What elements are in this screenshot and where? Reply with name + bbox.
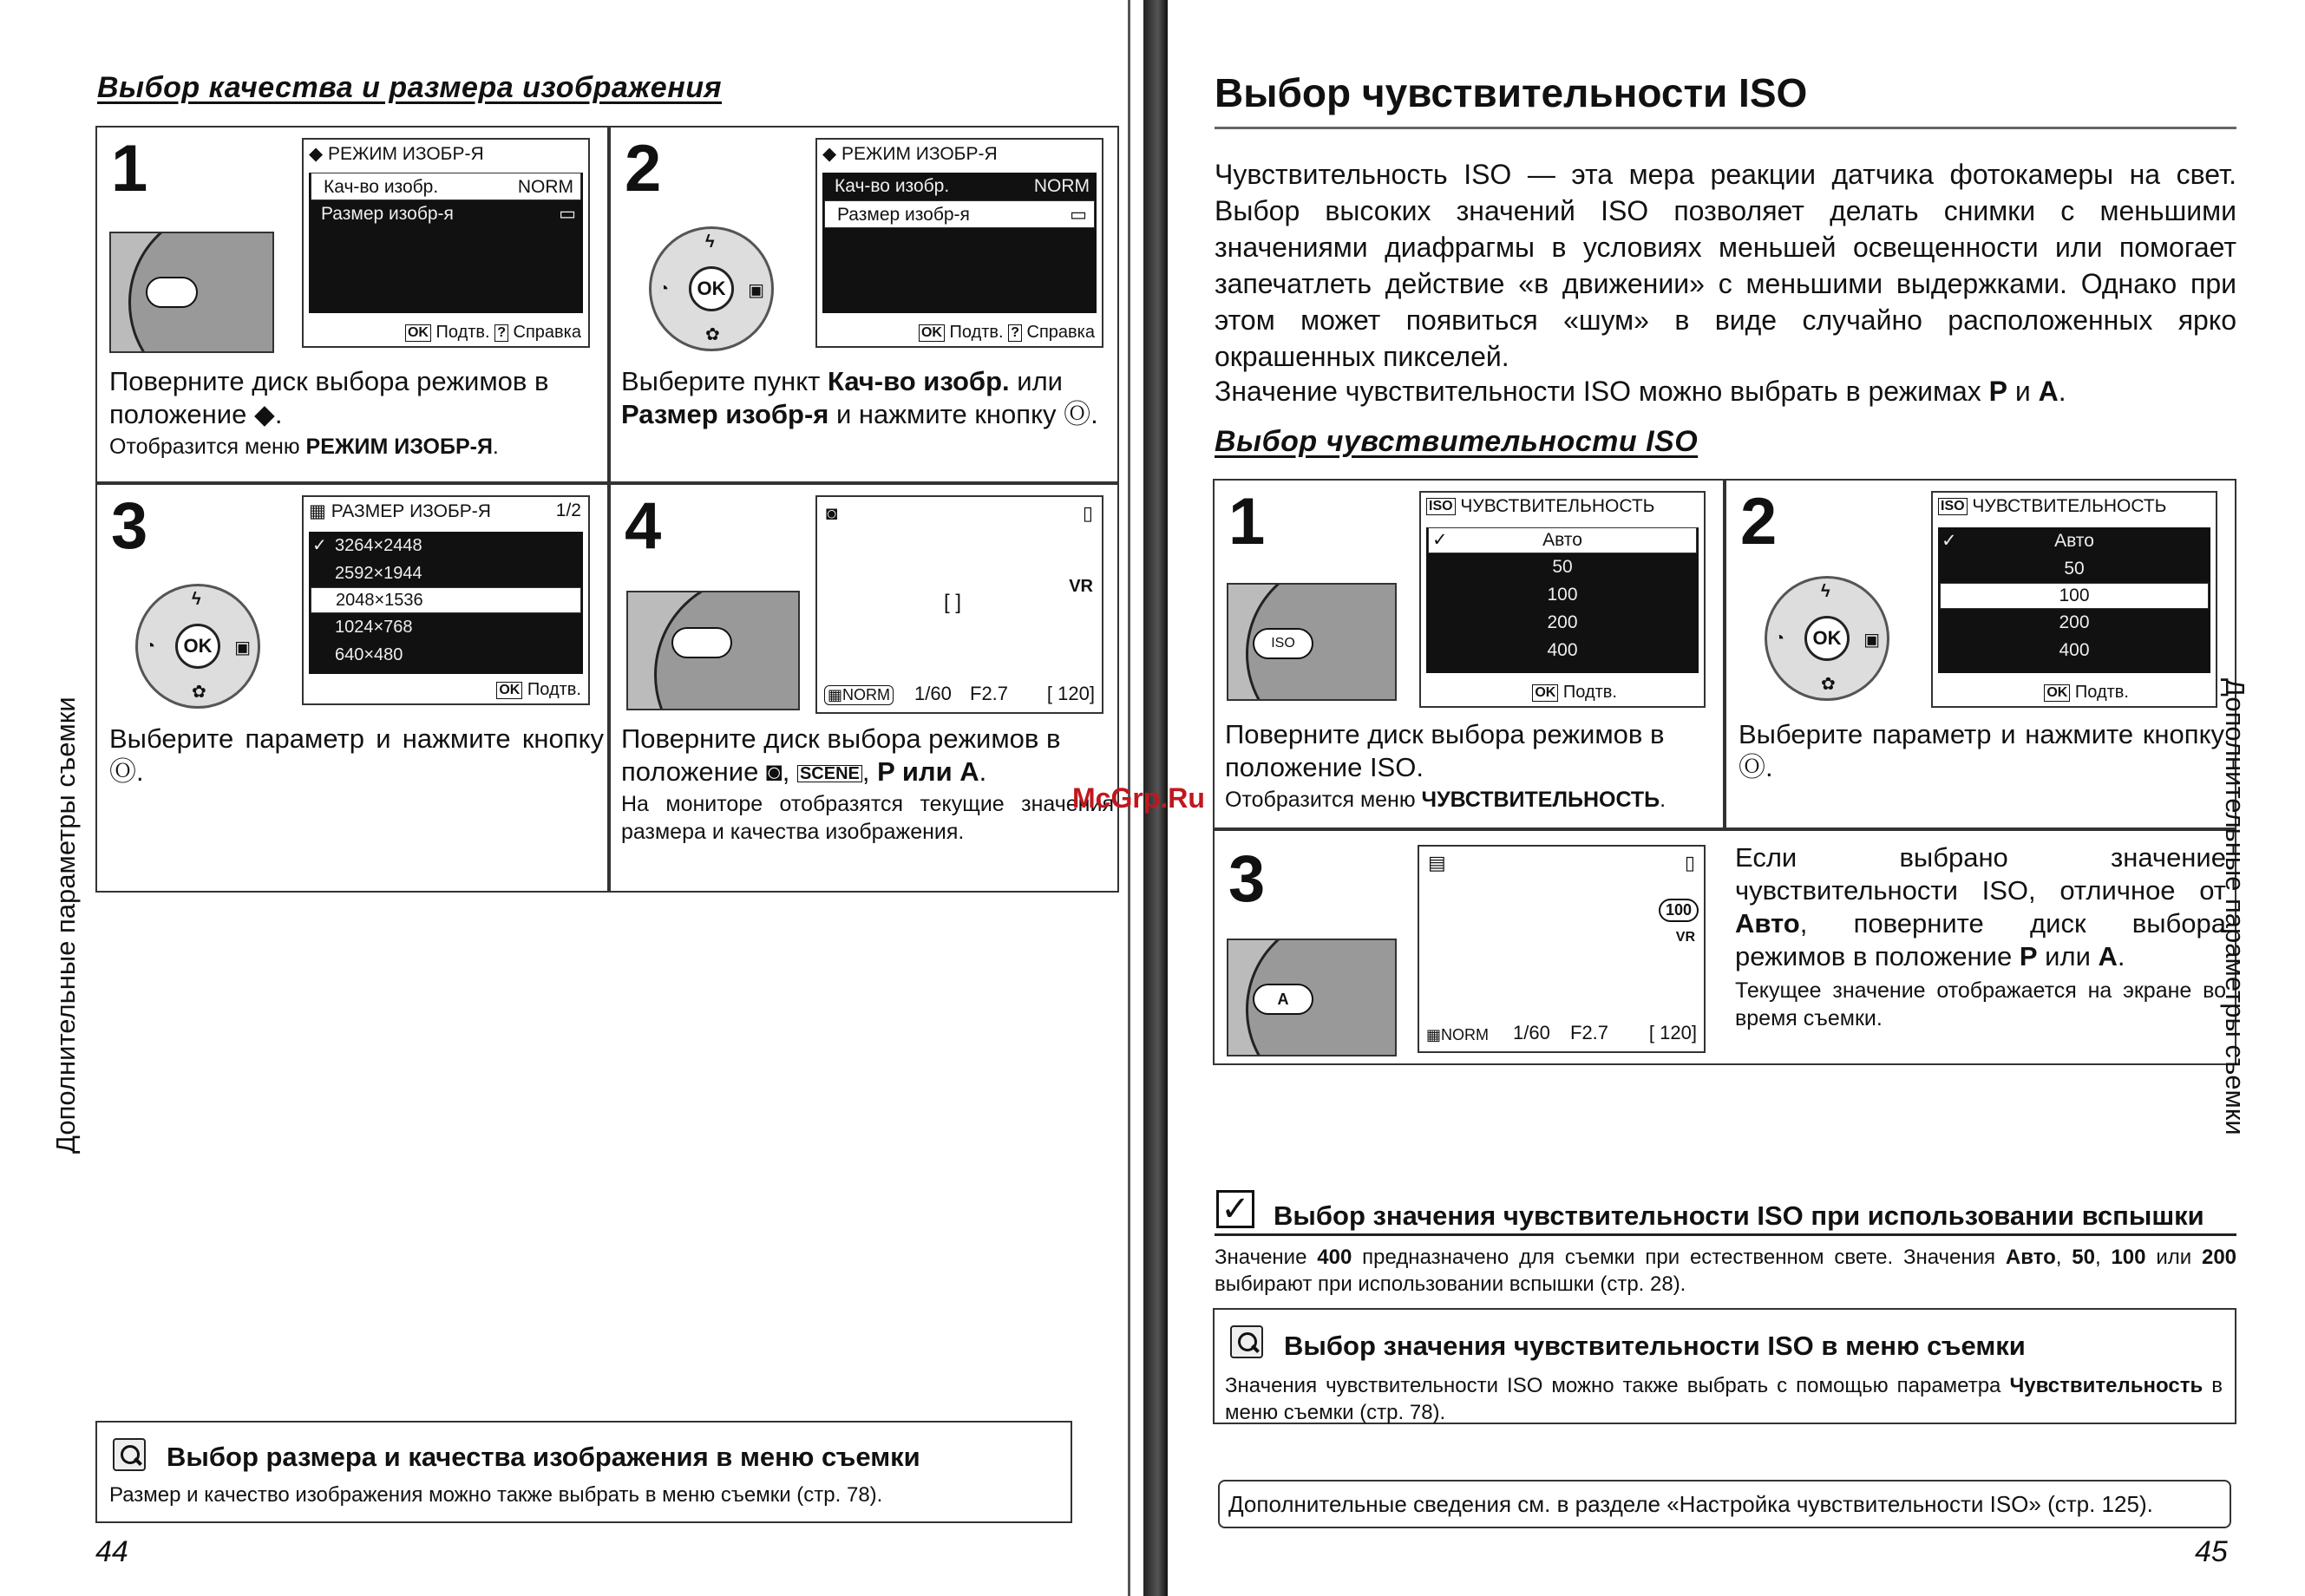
step-subtext: Отобразится меню ЧУВСТВИТЕЛЬНОСТЬ.: [1225, 788, 1667, 812]
iso-option: 400: [1547, 640, 1578, 660]
mode-dial-image: A: [1227, 939, 1397, 1056]
checkmark-icon: ✓: [1216, 1190, 1254, 1228]
menu-item-quality: Кач-во изобр. NORM: [311, 173, 581, 200]
ok-button-icon: OK: [689, 266, 734, 311]
help-icon: ?: [1008, 324, 1022, 342]
lcd-iso-menu: ISO ЧУВСТВИТЕЛЬНОСТЬ ✓ Авто 50 100 200 400 OK Подтв.: [1419, 491, 1706, 708]
reference-box: Дополнительные сведения см. в разделе «Настройка чувствительности ISO» (стр. 125).: [1218, 1480, 2231, 1528]
check-icon: ✓: [1942, 531, 1957, 551]
lcd-shooting-display: [1418, 845, 1706, 1053]
self-timer-icon: ◔: [1774, 629, 1785, 648]
focus-brackets: [ ]: [944, 591, 962, 614]
iso-icon: ISO: [1938, 498, 1968, 515]
exposure-icon: ▣: [234, 638, 251, 657]
iso-option-selected: 100: [1940, 583, 2209, 609]
aperture: F2.7: [970, 683, 1009, 704]
lcd-title: РЕЖИМ ИЗОБР-Я: [327, 144, 484, 164]
left-note-box: [95, 1421, 1072, 1523]
image-mode-icon: ▦NORM: [824, 685, 894, 705]
iso-indicator: 100: [1659, 899, 1699, 922]
heading-rule: [1215, 127, 2236, 129]
lcd-shooting-display: [815, 495, 1103, 714]
size-option-selected: 2048×1536: [311, 587, 581, 613]
ok-icon: Ⓞ: [1739, 752, 1765, 782]
size-menu-icon: ▦: [309, 501, 331, 521]
left-step-4: [609, 483, 1119, 893]
lcd-image-size-menu: ▦ РАЗМЕР ИЗОБР-Я 1/2 ✓ 3264×2448 2592×1944 2048×1536 1024×768 640×480 OK Подтв.: [302, 495, 590, 705]
mode-a-icon: ▤: [1428, 852, 1446, 873]
flash-icon: ϟ: [192, 590, 201, 609]
camera-icon: ◙: [826, 502, 838, 524]
ok-icon: OK: [919, 324, 945, 342]
left-step-3: [95, 483, 609, 893]
macro-icon: ✿: [192, 683, 206, 702]
image-mode-icon: ▦NORM: [1426, 1026, 1489, 1043]
size-option: ✓ 3264×2448: [309, 532, 583, 559]
ok-icon: OK: [405, 324, 431, 342]
size-option: 1024×768: [335, 618, 413, 637]
lcd-image-mode-menu: ◆ РЕЖИМ ИЗОБР-Я Кач-во изобр. NORM Размер изобр-я ▭ OK Подтв. ? Справка: [815, 138, 1103, 348]
exposure-icon: ▣: [748, 281, 764, 300]
shutter-speed: 1/60: [1513, 1022, 1550, 1043]
right-heading: Выбор чувствительности ISO: [1215, 70, 1808, 115]
iso-option: 200: [1547, 612, 1578, 632]
scene-mode-icon: SCENE: [797, 765, 862, 782]
step-text: Выберите параметр и нажмите кнопку Ⓞ.: [109, 723, 604, 787]
camera-mode-icon: ◙: [765, 756, 783, 787]
step-text: Поверните диск выбора режимов в положение ◙, SCENE, P или A.: [621, 723, 1061, 787]
step-subtext: Отобразится меню РЕЖИМ ИЗОБР-Я.: [109, 435, 499, 459]
menu-item-size: Размер изобр-я ▭: [321, 204, 576, 224]
step-number: 4: [625, 489, 662, 563]
memory-icon: ▯: [1684, 852, 1695, 873]
check-icon: ✓: [312, 536, 327, 555]
iso-option: 50: [2064, 559, 2085, 579]
menu-item-size: Размер изобр-я ▭: [824, 200, 1095, 228]
step-number: 3: [111, 489, 148, 563]
step-number: 2: [625, 132, 662, 206]
flash-icon: ϟ: [1821, 582, 1830, 601]
right-subheading: Выбор чувствительности ISO: [1215, 425, 1699, 458]
size-option: 2592×1944: [335, 564, 422, 583]
aperture: F2.7: [1570, 1022, 1609, 1043]
right-page-number: 45: [2195, 1535, 2228, 1568]
note-rule: [1215, 1233, 2236, 1236]
self-timer-icon: ◔: [145, 637, 156, 656]
right-note-box: [1213, 1308, 2236, 1424]
step-number: 3: [1228, 842, 1266, 916]
menu-item-quality: Кач-во изобр. NORM: [835, 176, 1090, 196]
iso-option: ✓ Авто: [1938, 527, 2210, 555]
frames-remaining: [ 120]: [1648, 1022, 1697, 1043]
macro-icon: ✿: [705, 325, 720, 344]
note-text: Значения чувствительности ISO можно также выбрать с помощью параметра Чувствительность в меню съемки (стр. 78).: [1225, 1374, 2223, 1424]
note-title: Выбор значения чувствительности ISO при использовании вспышки: [1274, 1200, 2204, 1231]
step-text: Если выбрано значение чувствительности ISO, отличное от Авто, поверните диск выбора режимов в положение P или A.: [1735, 842, 2226, 971]
memory-icon: ▯: [1082, 502, 1093, 524]
step-subtext: На мониторе отобразятся текущие значения размера и качества изображения.: [621, 792, 1114, 844]
ok-icon: Ⓞ: [109, 756, 136, 787]
step-number: 1: [1228, 485, 1266, 559]
left-step-1: [95, 126, 609, 483]
size-option: 640×480: [335, 645, 403, 664]
multi-selector-image: [649, 226, 774, 351]
back-arrow-icon: ◆: [309, 144, 328, 164]
mode-dial-image: ISO: [1227, 583, 1397, 701]
iso-option: 50: [1552, 557, 1573, 577]
iso-option: 400: [2059, 640, 2090, 660]
flash-icon: ϟ: [705, 232, 715, 252]
right-step-1: [1213, 479, 1725, 829]
lcd-iso-menu: ISO ЧУВСТВИТЕЛЬНОСТЬ ✓ Авто 50 100 200 400 OK Подтв.: [1931, 491, 2217, 708]
note-title: Выбор значения чувствительности ISO в меню съемки: [1284, 1331, 2026, 1361]
ok-icon: OK: [2044, 684, 2070, 702]
mode-icon: ◆: [253, 399, 275, 429]
multi-selector-image: [1765, 576, 1889, 701]
step-number: 1: [111, 132, 148, 206]
macro-icon: ✿: [1821, 675, 1836, 694]
left-heading: Выбор качества и размера изображения: [97, 71, 723, 104]
ok-icon: OK: [1532, 684, 1558, 702]
right-step-2: [1725, 479, 2236, 829]
self-timer-icon: ◔: [658, 279, 670, 298]
left-page-number: 44: [95, 1535, 128, 1568]
note-text: Значение 400 предназначено для съемки при естественном свете. Значения Авто, 50, 100 или 200 выбирают при использовании вспышки (стр. 28).: [1215, 1246, 2237, 1296]
mode-dial-image: [109, 232, 274, 353]
intro-text: Чувствительность ISO — эта мера реакции датчика фотокамеры на свет. Выбор высоких значений ISO позволяет делать снимки с меньшими значениями диафрагмы в условиях меньшей освещенности или помогает запечатлеть действие «в движении» с меньшими выдержками. Однако при этом может появиться «шум» в виде случайно расположенных ярко окрашенных пикселей.: [1215, 159, 2236, 372]
step-text: Поверните диск выбора режимов в положение ◆.: [109, 366, 549, 429]
mode-dial-image: [626, 591, 800, 710]
help-icon: ?: [494, 324, 508, 342]
left-side-text: Дополнительные параметры съемки: [50, 697, 81, 1154]
iso-option: 200: [2059, 612, 2090, 632]
note-title: Выбор размера и качества изображения в меню съемки: [167, 1442, 920, 1472]
intro-text-2: Значение чувствительности ISO можно выбрать в режимах P и A.: [1215, 376, 2066, 407]
watermark: McGrp.Ru: [1072, 782, 1205, 814]
ok-icon: OK: [496, 682, 522, 699]
note-text: Размер и качество изображения можно также выбрать в меню съемки (стр. 78).: [109, 1483, 883, 1507]
iso-option: 100: [1547, 585, 1578, 605]
vr-icon: VR: [1069, 577, 1093, 596]
ok-button-icon: OK: [1804, 616, 1850, 661]
iso-option-selected: ✓ Авто: [1428, 527, 1697, 553]
magnifier-icon: [1230, 1325, 1263, 1358]
frames-remaining: [ 120]: [1046, 683, 1095, 704]
ok-icon: Ⓞ: [1064, 399, 1091, 429]
ok-button-icon: OK: [175, 624, 220, 669]
step-text: Выберите пункт Кач-во изобр. или Размер изобр-я и нажмите кнопку Ⓞ.: [621, 366, 1098, 429]
step-text: Выберите параметр и нажмите кнопку Ⓞ.: [1739, 719, 2224, 782]
exposure-icon: ▣: [1863, 631, 1880, 650]
iso-icon: ISO: [1426, 498, 1456, 515]
step-number: 2: [1740, 485, 1778, 559]
right-side-text: Дополнительные параметры съемки: [2220, 678, 2250, 1135]
multi-selector-image: [135, 584, 260, 709]
magnifier-icon: [113, 1438, 146, 1471]
check-icon: ✓: [1432, 530, 1448, 550]
vr-icon: VR: [1675, 930, 1695, 945]
back-arrow-icon: ◆: [822, 144, 841, 164]
left-step-2: [609, 126, 1119, 483]
step-subtext: Текущее значение отображается на экране во время съемки.: [1735, 978, 2226, 1030]
step-text: Поверните диск выбора режимов в положение ISO.: [1225, 719, 1665, 782]
right-step-3: [1213, 829, 2236, 1065]
lcd-image-mode-menu: ◆ РЕЖИМ ИЗОБР-Я Кач-во изобр. NORM Размер изобр-я ▭ OK Подтв. ? Справка: [302, 138, 590, 348]
shutter-speed: 1/60: [914, 683, 952, 704]
